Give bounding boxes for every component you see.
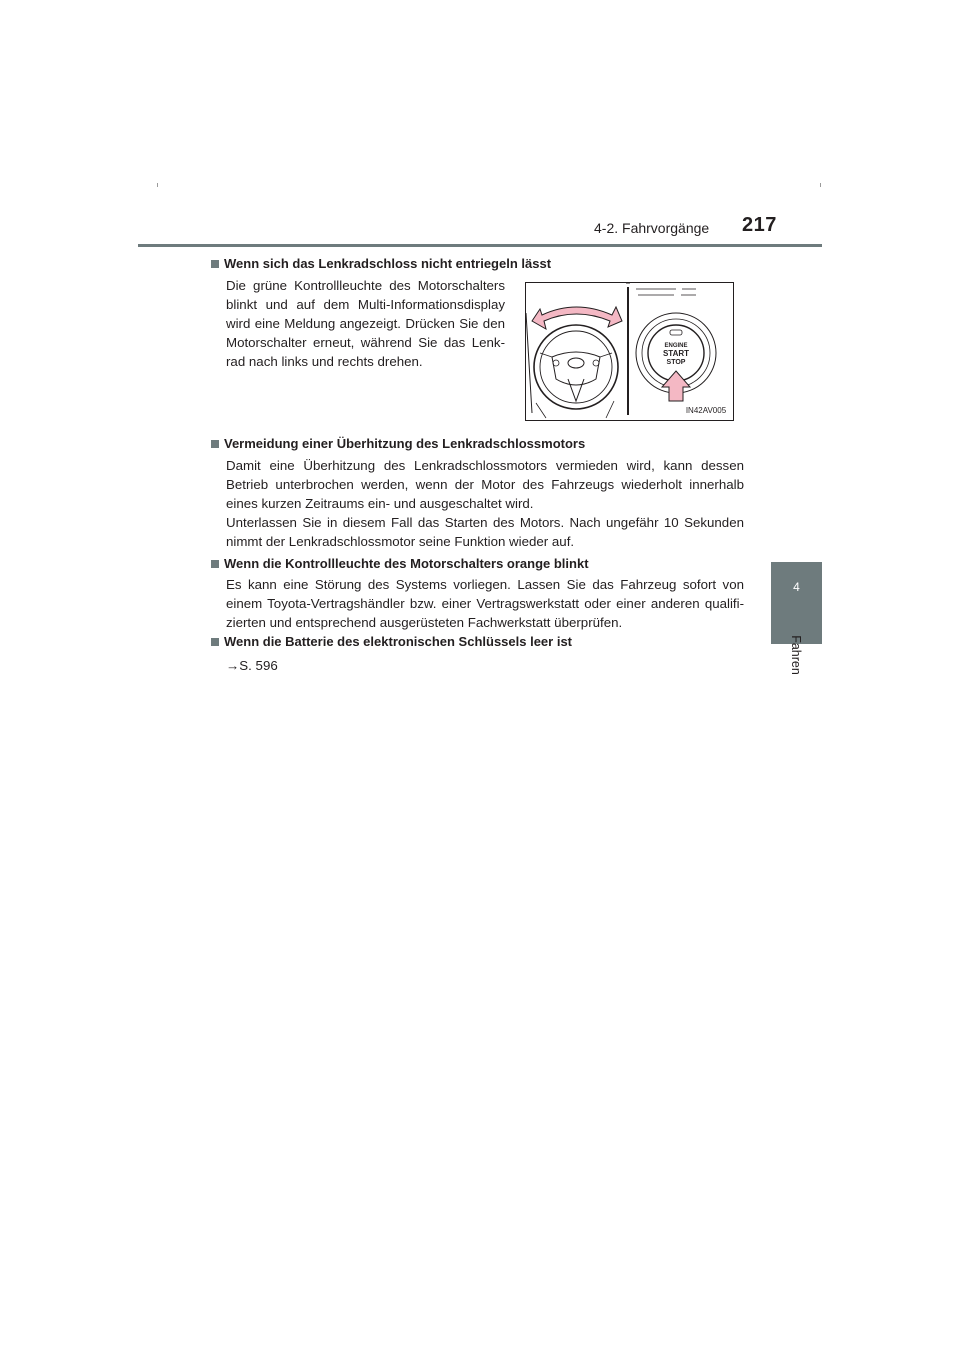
section-paragraph: Es kann eine Störung des Systems vorliegen. Lassen Sie das Fahrzeug sofort von einem Toyota-Vertragshändler bzw. einer Vertragswerkstatt oder einer anderen qualifi-zierten und entsprechend ausgerüsteten Fachwerkstatt überprüfen.: [226, 577, 744, 630]
section-heading: Wenn die Kontrollleuchte des Motorschalters orange blinkt: [211, 556, 589, 571]
header-section-title: 4-2. Fahrvorgänge: [594, 220, 710, 236]
header-rule: [138, 244, 822, 247]
page-reference-link[interactable]: →S. 596: [226, 658, 278, 673]
section-heading: Wenn die Batterie des elektronischen Schlüssels leer ist: [211, 634, 572, 649]
illustration-code: IN42AV005: [685, 406, 727, 415]
section-paragraph: Damit eine Überhitzung des Lenkradschlossmotors vermieden wird, kann dessen Betrieb unterbrochen werden, wenn der Motor des Fahrzeugs wiederholt innerhalb eines kurzen Zeitraums ein- und ausgeschaltet wird.: [226, 458, 744, 511]
button-label-stop: STOP: [666, 359, 686, 366]
chapter-number: 4: [793, 580, 800, 594]
button-label-start: START: [662, 349, 690, 358]
square-bullet-icon: [211, 440, 219, 448]
chapter-title: Fahren: [789, 635, 803, 675]
section-heading: Vermeidung einer Überhitzung des Lenkradschlossmotors: [211, 436, 585, 451]
steering-wheel-illustration: [526, 283, 733, 420]
page-number: 217: [742, 214, 777, 236]
button-label-engine: ENGINE: [664, 343, 688, 349]
section-paragraph: Unterlassen Sie in diesem Fall das Starten des Motors. Nach ungefähr 10 Sekunden nimmt der Lenkradschlossmotor seine Funktion wieder auf.: [226, 515, 744, 549]
square-bullet-icon: [211, 260, 219, 268]
crop-mark-right: [820, 183, 821, 187]
section-heading: Wenn sich das Lenkradschloss nicht entriegeln lässt: [211, 256, 551, 271]
illustration-steering-wheel-engine-button: [525, 282, 734, 421]
square-bullet-icon: [211, 638, 219, 646]
crop-mark-left: [157, 183, 158, 187]
section-paragraph: Die grüne Kontrollleuchte des Motorschalters blinkt und auf dem Multi-Informationsdisplay wird eine Meldung angezeigt. Drücken Sie den Motorschalter erneut, während Sie das Lenk-rad nach links und rechts drehen.: [226, 278, 505, 369]
chapter-label: [784, 630, 808, 680]
square-bullet-icon: [211, 560, 219, 568]
